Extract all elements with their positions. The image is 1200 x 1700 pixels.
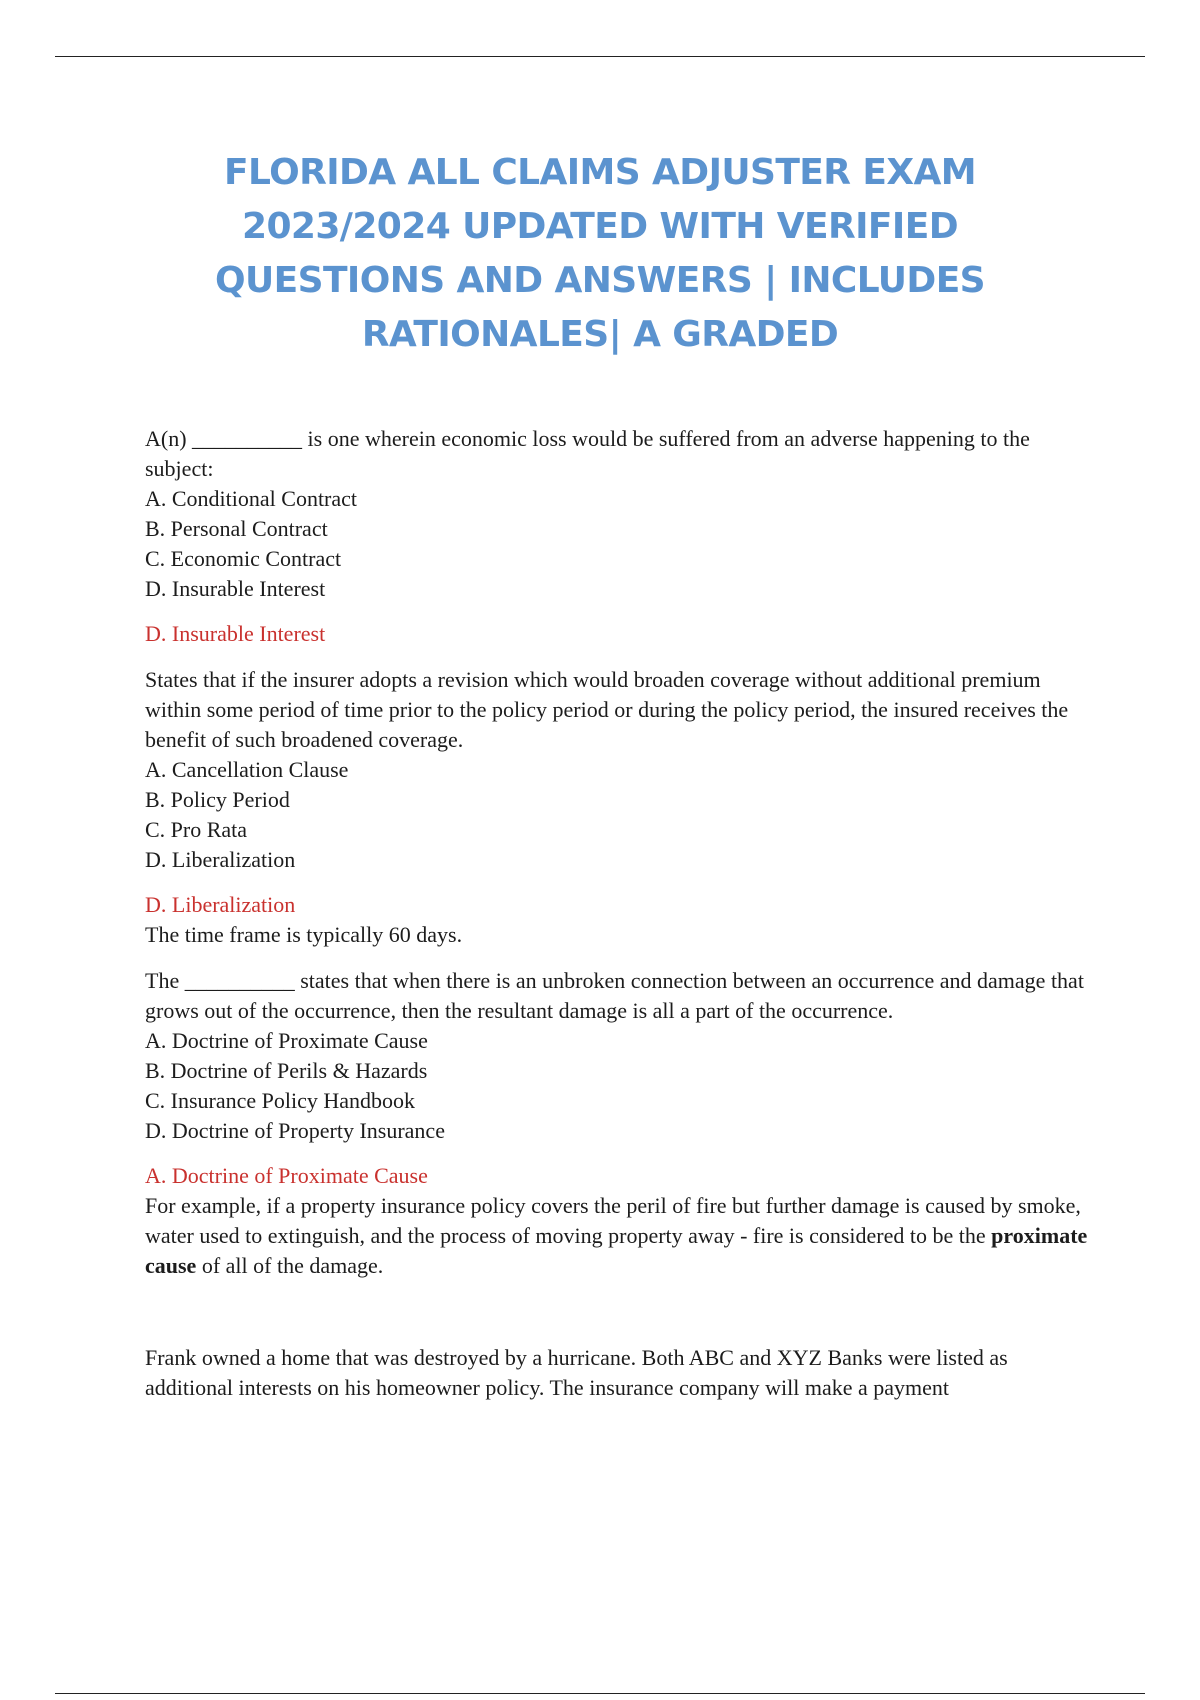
question-2-option-c: C. Pro Rata bbox=[145, 817, 248, 842]
question-1-option-b: B. Personal Contract bbox=[145, 516, 328, 541]
question-3-option-d: D. Doctrine of Property Insurance bbox=[145, 1118, 445, 1143]
question-2-option-a: A. Cancellation Clause bbox=[145, 757, 349, 782]
question-1-option-c: C. Economic Contract bbox=[145, 546, 342, 571]
question-2-option-d: D. Liberalization bbox=[145, 847, 296, 872]
title-line: QUESTIONS AND ANSWERS | INCLUDES bbox=[214, 260, 986, 301]
question-1-stem: A(n) __________ is one wherein economic loss would be suffered from an adverse happening to the subject: bbox=[145, 426, 1030, 481]
title-line: FLORIDA ALL CLAIMS ADJUSTER EXAM bbox=[224, 152, 976, 193]
question-3-stem: The __________ states that when there is an unbroken connection between an occurrence and damage that grows out of the occurrence, then the resultant damage is all a part of the occurrence. bbox=[145, 968, 1084, 1023]
question-1-option-d: D. Insurable Interest bbox=[145, 576, 326, 601]
rationale-text: of all of the damage. bbox=[196, 1253, 384, 1278]
rationale-text: For example, if a property insurance policy covers the peril of fire but further damage is caused by smoke, water used to extinguish, and the process of moving property away - fire is considered to be the bbox=[145, 1193, 1081, 1248]
question-4-stem: Frank owned a home that was destroyed by a hurricane. Both ABC and XYZ Banks were listed as additional interests on his homeowner policy. The insurance company will make a payment bbox=[145, 1345, 1008, 1400]
question-3-option-c: C. Insurance Policy Handbook bbox=[145, 1088, 416, 1113]
question-1-option-a: A. Conditional Contract bbox=[145, 486, 358, 511]
question-2-answer: D. Liberalization bbox=[145, 892, 296, 917]
header-rule bbox=[55, 56, 1145, 57]
question-2-option-b: B. Policy Period bbox=[145, 787, 290, 812]
question-1-answer: D. Insurable Interest bbox=[145, 621, 326, 646]
footer-rule bbox=[55, 1693, 1145, 1694]
title-line: RATIONALES| A GRADED bbox=[361, 314, 839, 355]
question-2-rationale: The time frame is typically 60 days. bbox=[145, 922, 463, 947]
rationale-bold-term: proximate cause bbox=[145, 1223, 1088, 1278]
document-title bbox=[130, 146, 1070, 362]
document-body bbox=[145, 424, 1095, 1403]
question-3-answer: A. Doctrine of Proximate Cause bbox=[145, 1163, 428, 1188]
question-3-rationale bbox=[145, 1191, 1095, 1281]
question-3-option-b: B. Doctrine of Perils & Hazards bbox=[145, 1058, 428, 1083]
title-line: 2023/2024 UPDATED WITH VERIFIED bbox=[242, 206, 958, 247]
question-3-option-a: A. Doctrine of Proximate Cause bbox=[145, 1028, 428, 1053]
question-2-stem: States that if the insurer adopts a revision which would broaden coverage without additional premium within some period of time prior to the policy period or during the policy period, the insured receives the benefit of such broadened coverage. bbox=[145, 667, 1069, 752]
